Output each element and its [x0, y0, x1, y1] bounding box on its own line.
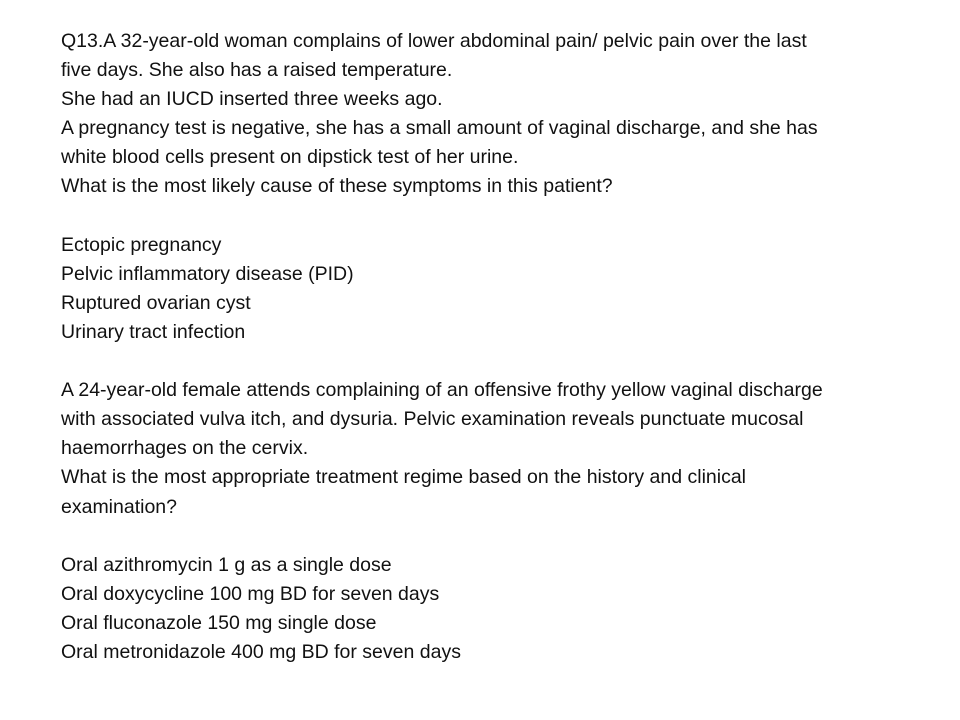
question-1-stem-line: What is the most likely cause of these symptoms in this patient? [61, 175, 613, 198]
question-2-stem-line: A 24-year-old female attends complaining of an offensive frothy yellow vaginal discharge [61, 379, 823, 402]
spacer [61, 522, 941, 551]
question-2-option: Oral azithromycin 1 g as a single dose [61, 553, 392, 576]
question-2-stem-line: with associated vulva itch, and dysuria. Pelvic examination reveals punctuate mucosal [61, 408, 804, 431]
question-2-stem-line: haemorrhages on the cervix. [61, 437, 309, 460]
spacer [61, 202, 941, 231]
question-2-stem [61, 376, 941, 521]
question-2-options [61, 551, 941, 667]
spacer [61, 347, 941, 376]
slide-content [61, 27, 941, 667]
question-1-stem [61, 27, 941, 202]
question-2-option: Oral metronidazole 400 mg BD for seven days [61, 640, 461, 663]
question-1-stem-line: She had an IUCD inserted three weeks ago. [61, 88, 443, 111]
question-2-stem-line: examination? [61, 495, 177, 518]
question-1-option: Urinary tract infection [61, 320, 246, 343]
question-2-stem-line: What is the most appropriate treatment regime based on the history and clinical [61, 466, 747, 489]
question-2-option: Oral fluconazole 150 mg single dose [61, 611, 377, 634]
question-1-option: Ectopic pregnancy [61, 233, 222, 256]
question-1-stem-line: Q13.A 32-year-old woman complains of lower abdominal pain/ pelvic pain over the last [61, 30, 807, 52]
question-1-stem-line: five days. She also has a raised temperature. [61, 59, 453, 82]
question-2-option: Oral doxycycline 100 mg BD for seven days [61, 582, 440, 605]
question-1-option: Ruptured ovarian cyst [61, 291, 251, 314]
question-1-option: Pelvic inflammatory disease (PID) [61, 262, 354, 285]
question-1-options [61, 231, 941, 347]
question-1-stem-line: white blood cells present on dipstick test of her urine. [61, 146, 519, 169]
question-1-stem-line: A pregnancy test is negative, she has a small amount of vaginal discharge, and she has [61, 117, 818, 140]
